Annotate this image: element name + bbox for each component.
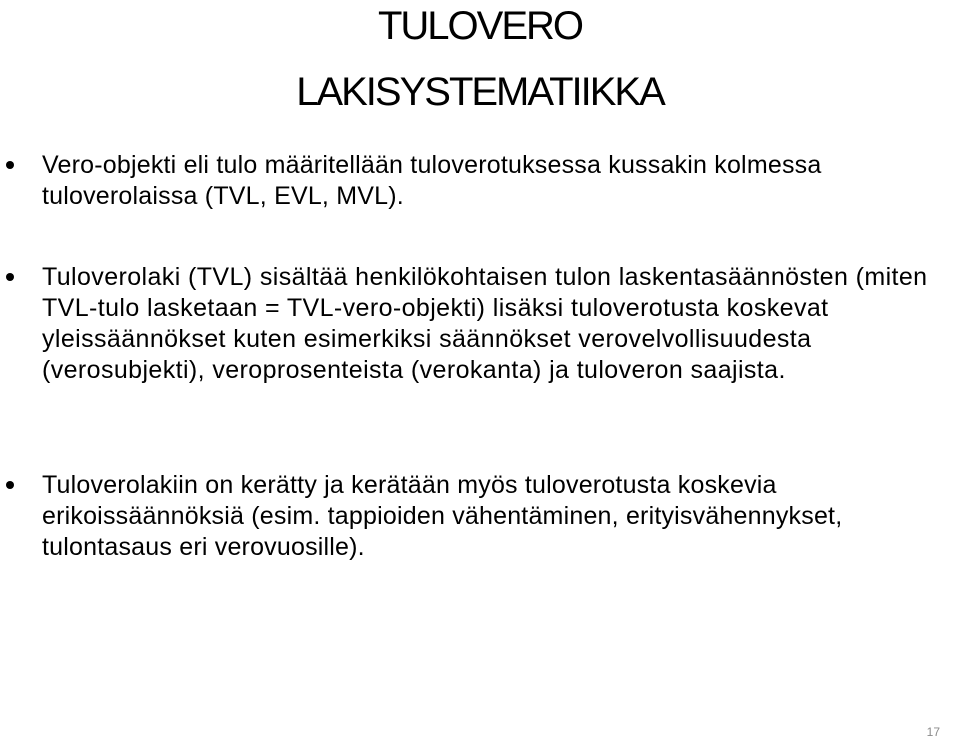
bullet-dot-icon bbox=[6, 481, 14, 489]
bullet-text: Tuloverolaki (TVL) sisältää henkilökohtaisen tulon laskentasäännösten (miten TVL-tulo lasketaan = TVL-vero-objekti) lisäksi tuloverotusta koskevat yleissäännökset kuten esimerkiksi säännökset verovelvollisuudesta (verosubjekti), veroprosenteista (verokanta) ja tuloveron saajista. bbox=[42, 263, 928, 384]
bullet-item-tuloverolaki bbox=[42, 262, 932, 386]
bullet-item-erikoissaannokset bbox=[42, 470, 932, 563]
bullet-dot-icon bbox=[6, 273, 14, 281]
slide-title-line-2: LAKISYSTEMATIIKKA bbox=[296, 70, 664, 114]
page-number: 17 bbox=[926, 725, 940, 739]
bullet-text: Tuloverolakiin on kerätty ja kerätään myös tuloverotusta koskevia erikoissäännöksiä (esim. tappioiden vähentäminen, erityisvähennykset, tulontasaus eri verovuosille). bbox=[42, 471, 843, 561]
bullet-item-vero-objekti bbox=[42, 150, 932, 212]
bullet-dot-icon bbox=[6, 161, 14, 169]
slide-title-line-1: TULOVERO bbox=[377, 4, 583, 48]
bullet-text: Vero-objekti eli tulo määritellään tuloverotuksessa kussakin kolmessa tuloverolaissa (TVL, EVL, MVL). bbox=[42, 151, 822, 210]
